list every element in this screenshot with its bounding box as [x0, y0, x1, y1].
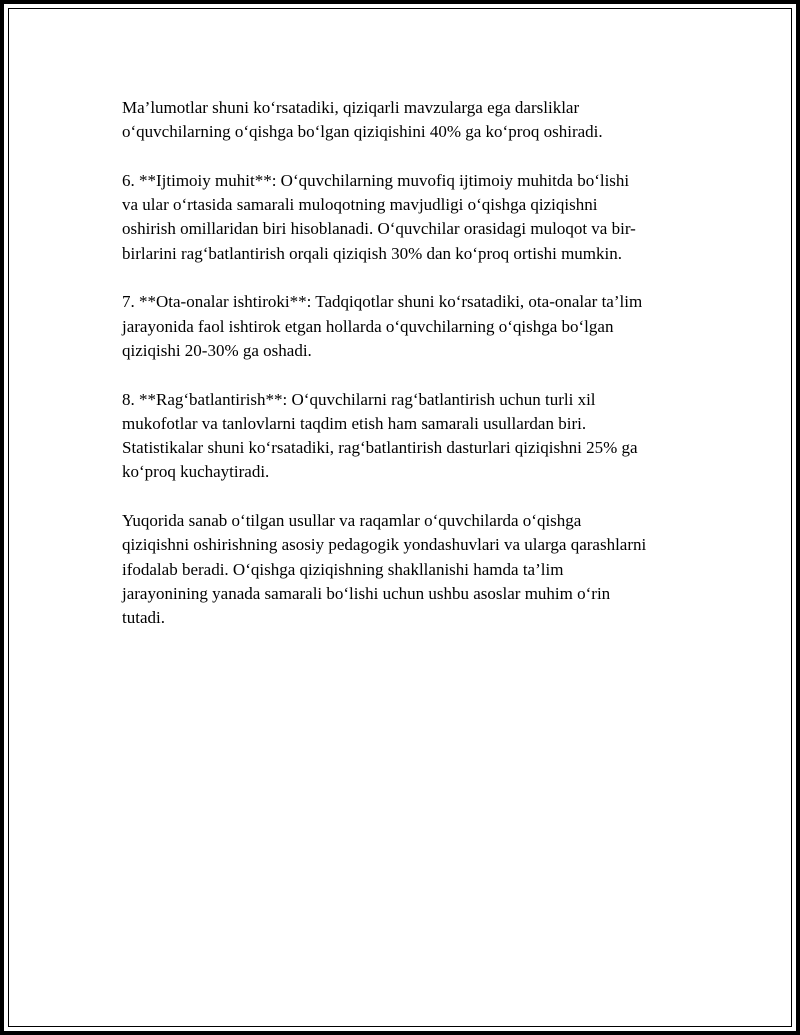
document-body: [122, 96, 697, 655]
paragraph-motivation: [122, 388, 697, 485]
text-line: mukofotlar va tanlovlarni taqdim etish ham samarali usullardan biri.: [122, 413, 587, 433]
text-line: jarayonining yanada samarali bo‘lishi uchun ushbu asoslar muhim o‘rin: [122, 583, 611, 603]
paragraph-intro: [122, 96, 697, 145]
text-line: 8. **Rag‘batlantirish**: O‘quvchilarni rag‘batlantirish uchun turli xil: [122, 389, 596, 409]
text-line: qiziqishi 20-30% ga oshadi.: [122, 340, 312, 360]
text-line: Yuqorida sanab o‘tilgan usullar va raqamlar o‘quvchilarda o‘qishga: [122, 511, 582, 531]
text-line: birlarini rag‘batlantirish orqali qiziqish 30% dan ko‘proq ortishi mumkin.: [122, 243, 622, 263]
paragraph-conclusion: [122, 509, 697, 630]
text-line: Statistikalar shuni ko‘rsatadiki, rag‘batlantirish dasturlari qiziqishni 25% ga: [122, 438, 638, 458]
text-line: o‘quvchilarning o‘qishga bo‘lgan qiziqishini 40% ga ko‘proq oshiradi.: [122, 122, 603, 142]
text-line: va ular o‘rtasida samarali muloqotning mavjudligi o‘qishga qiziqishni: [122, 195, 598, 215]
text-line: ko‘proq kuchaytiradi.: [122, 462, 270, 482]
text-line: 7. **Ota-onalar ishtiroki**: Tadqiqotlar shuni ko‘rsatadiki, ota-onalar ta’lim: [122, 292, 643, 312]
text-line: Ma’lumotlar shuni ko‘rsatadiki, qiziqarli mavzularga ega darsliklar: [122, 98, 580, 117]
text-line: oshirish omillaridan biri hisoblanadi. O‘quvchilar orasidagi muloqot va bir-: [122, 219, 636, 239]
paragraph-parent-involvement: [122, 290, 697, 363]
text-line: jarayonida faol ishtirok etgan hollarda o‘quvchilarning o‘qishga bo‘lgan: [122, 316, 614, 336]
text-line: qiziqishni oshirishning asosiy pedagogik yondashuvlari va ularga qarashlarni: [122, 535, 647, 555]
paragraph-social-environment: [122, 169, 697, 266]
text-line: 6. **Ijtimoiy muhit**: O‘quvchilarning muvofiq ijtimoiy muhitda bo‘lishi: [122, 170, 630, 190]
text-line: ifodalab beradi. O‘qishga qiziqishning shakllanishi hamda ta’lim: [122, 559, 564, 579]
text-line: tutadi.: [122, 608, 165, 628]
